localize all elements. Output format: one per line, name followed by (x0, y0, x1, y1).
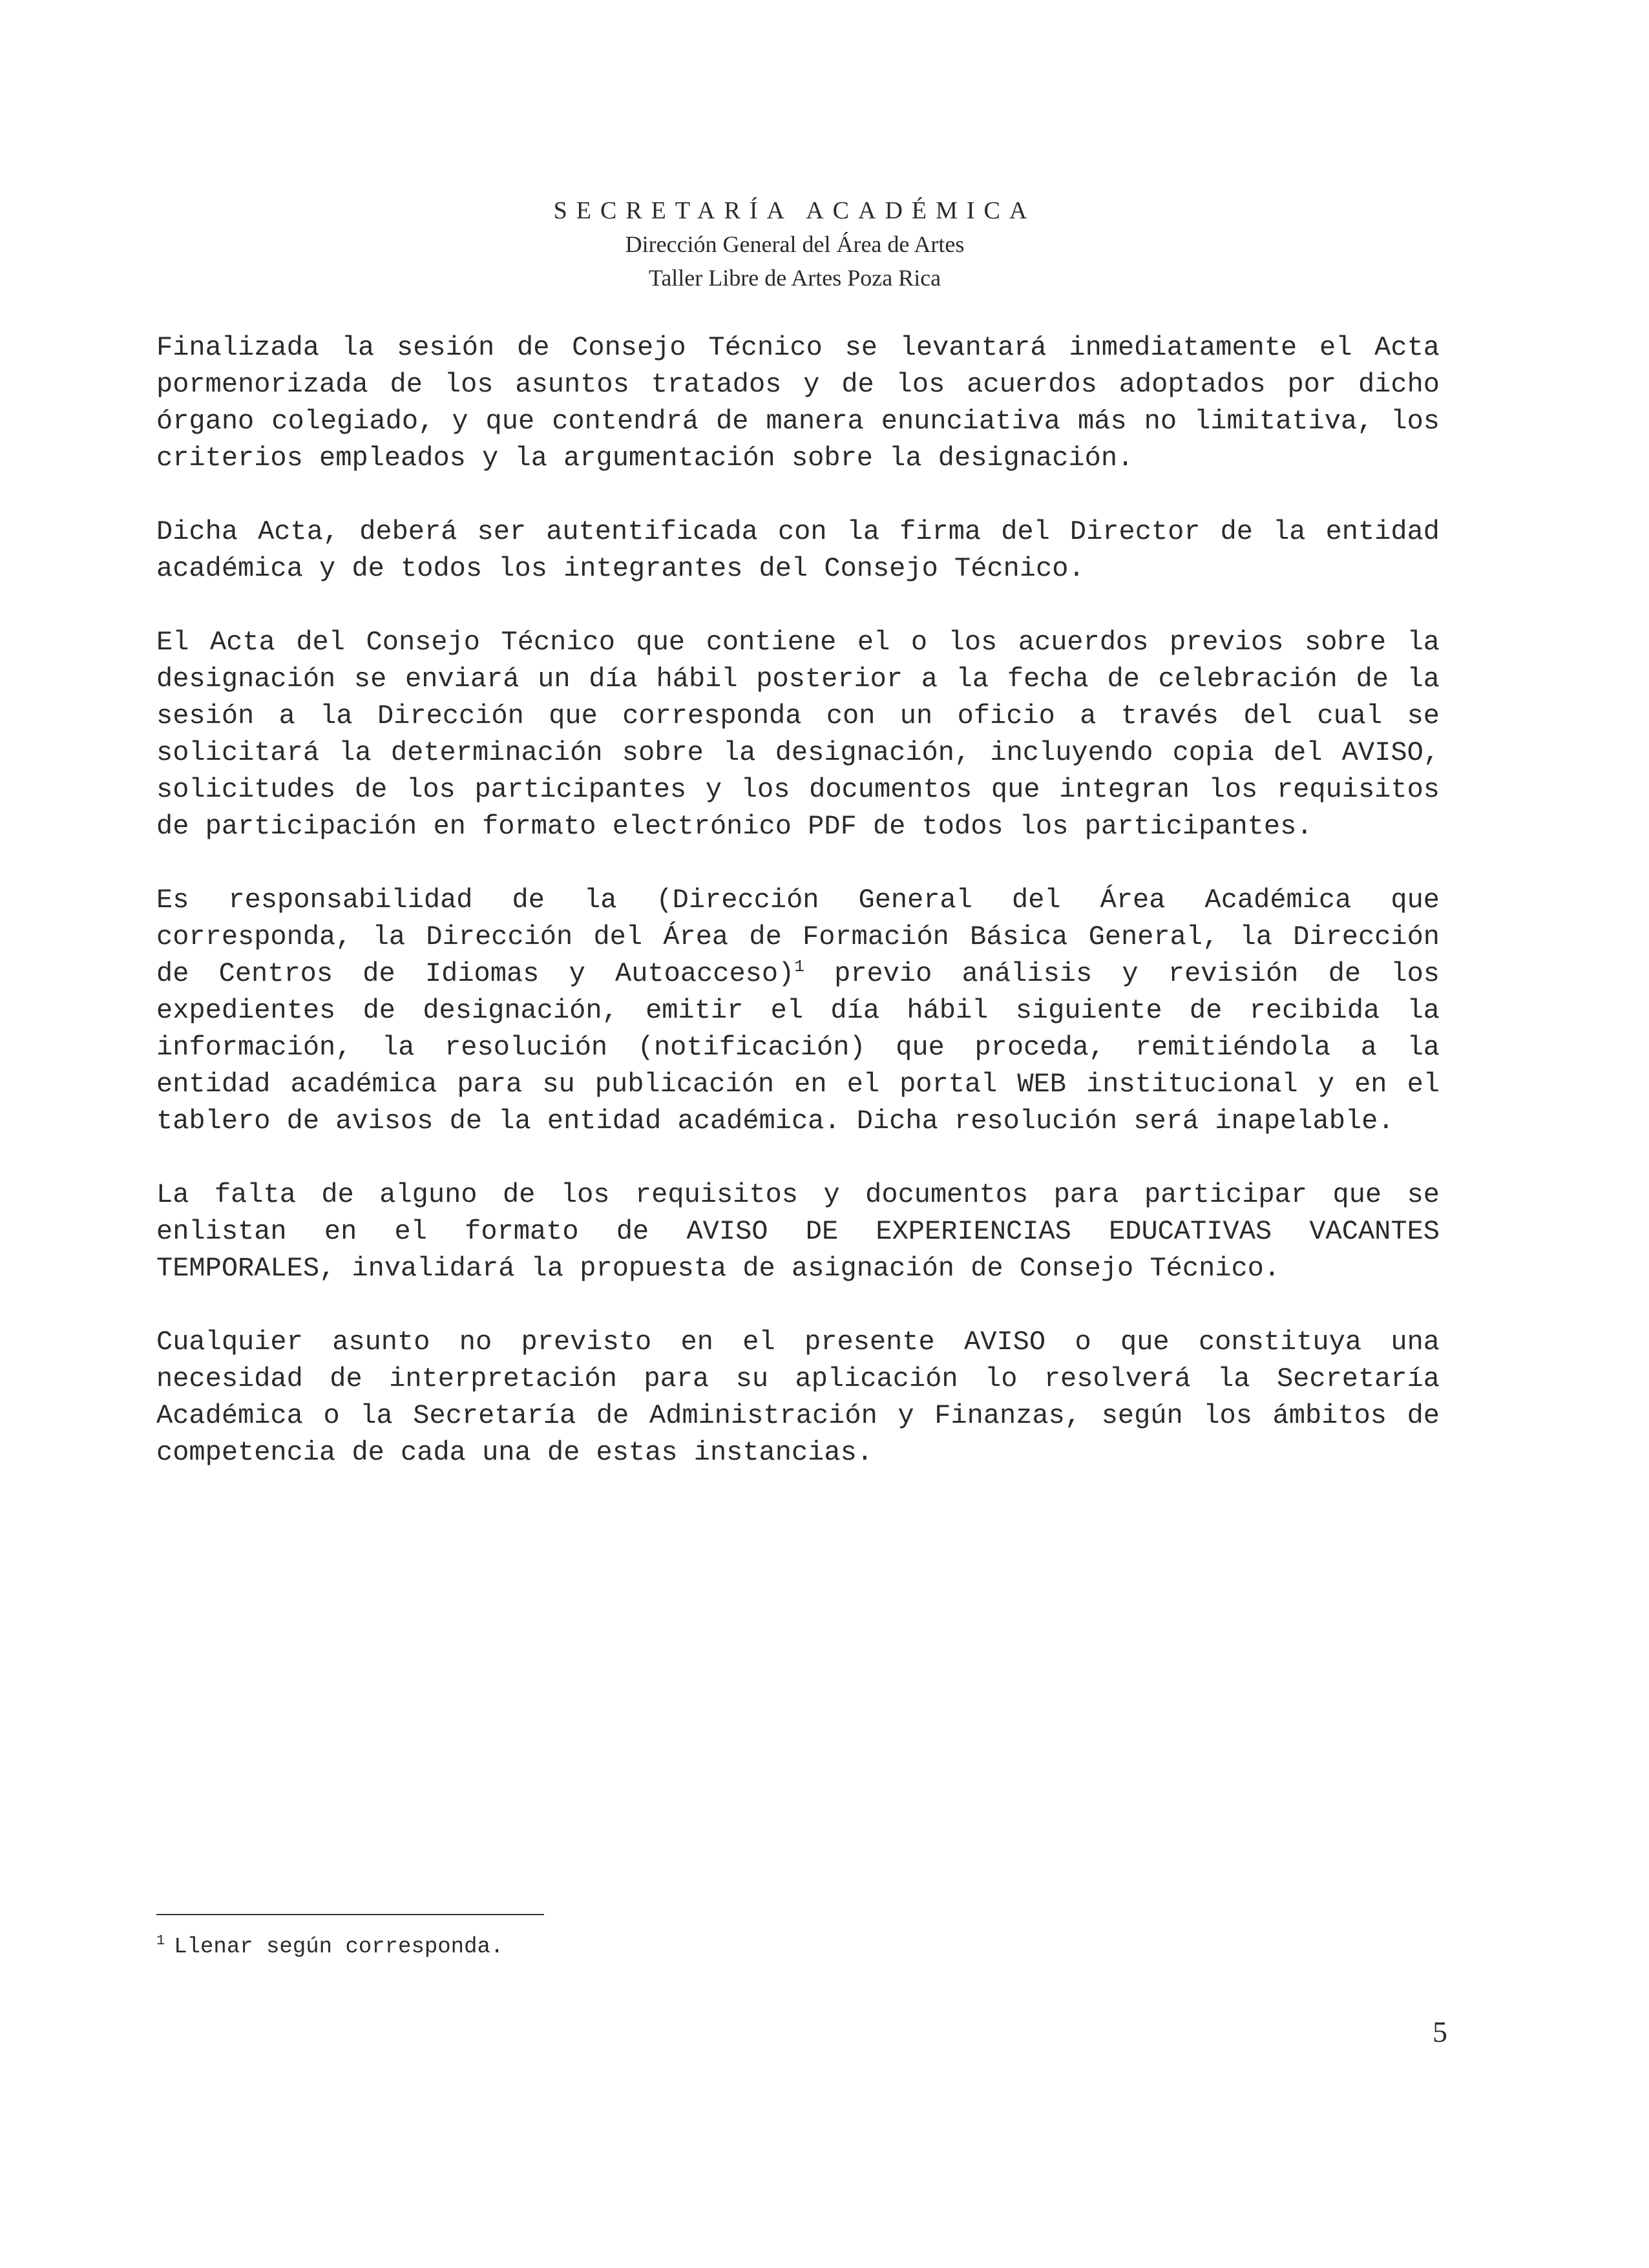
paragraph-acta-session: Finalizada la sesión de Consejo Técnico se levantará inmediatamente el Acta pormenorizada de los asuntos tratados y de los acuerdos adoptados por dicho órgano colegiado, y que contendrá de manera enunciativa más no limitativa, los criterios empleados y la argumentación sobre la designación. (156, 332, 1440, 474)
paragraph-unforeseen-matters: Cualquier asunto no previsto en el presente AVISO o que constituya una necesidad de interpretación para su aplicación lo resolverá la Secretaría Académica o la Secretaría de Administración y Finanzas, según los ámbitos de competencia de cada una de estas instancias. (156, 1327, 1440, 1468)
header-title: SECRETARÍA ACADÉMICA (553, 197, 1036, 224)
header-subtitle-direction: Dirección General del Área de Artes (625, 231, 965, 257)
paragraph-acta-signature: Dicha Acta, deberá ser autentificada con la firma del Director de la entidad académica y de todos los integrantes del Consejo Técnico. (156, 516, 1440, 584)
header-subtitle-workshop: Taller Libre de Artes Poza Rica (648, 265, 941, 291)
document-body (156, 330, 1440, 1508)
paragraph-missing-requirements: La falta de alguno de los requisitos y documentos para participar que se enlistan en el formato de AVISO DE EXPERIENCIAS EDUCATIVAS VACANTES TEMPORALES, invalidará la propuesta de asignación de Consejo Técnico. (156, 1179, 1440, 1284)
footnote-mark: 1 (156, 1933, 165, 1949)
footnote-text: Llenar según corresponda. (174, 1935, 504, 1960)
page-number: 5 (1433, 2015, 1447, 2048)
document-header (0, 194, 1590, 295)
footnote (156, 1927, 932, 1961)
footnote-reference: 1 (794, 957, 804, 976)
footnote-divider (156, 1914, 544, 1915)
paragraph-responsibility-part1: Es responsabilidad de la (Dirección General del Área Académica que corresponda, la Dirección del Área de Formación Básica General, la Dirección de Centros de Idiomas y Autoacceso) (156, 885, 1440, 989)
paragraph-responsibility-part2: previo análisis y revisión de los expedientes de designación, emitir el día hábil siguiente de recibida la información, la resolución (notificación) que proceda, remitiéndola a la entidad académica para su publicación en el portal WEB institucional y en el tablero de avisos de la entidad académica. Dicha resolución será inapelable. (156, 958, 1440, 1137)
paragraph-responsibility (156, 882, 1440, 1140)
paragraph-acta-sending: El Acta del Consejo Técnico que contiene el o los acuerdos previos sobre la designación se enviará un día hábil posterior a la fecha de celebración de la sesión a la Dirección que corresponda con un oficio a través del cual se solicitará la determinación sobre la designación, incluyendo copia del AVISO, solicitudes de los participantes y los documentos que integran los requisitos de participación en formato electrónico PDF de todos los participantes. (156, 627, 1440, 842)
